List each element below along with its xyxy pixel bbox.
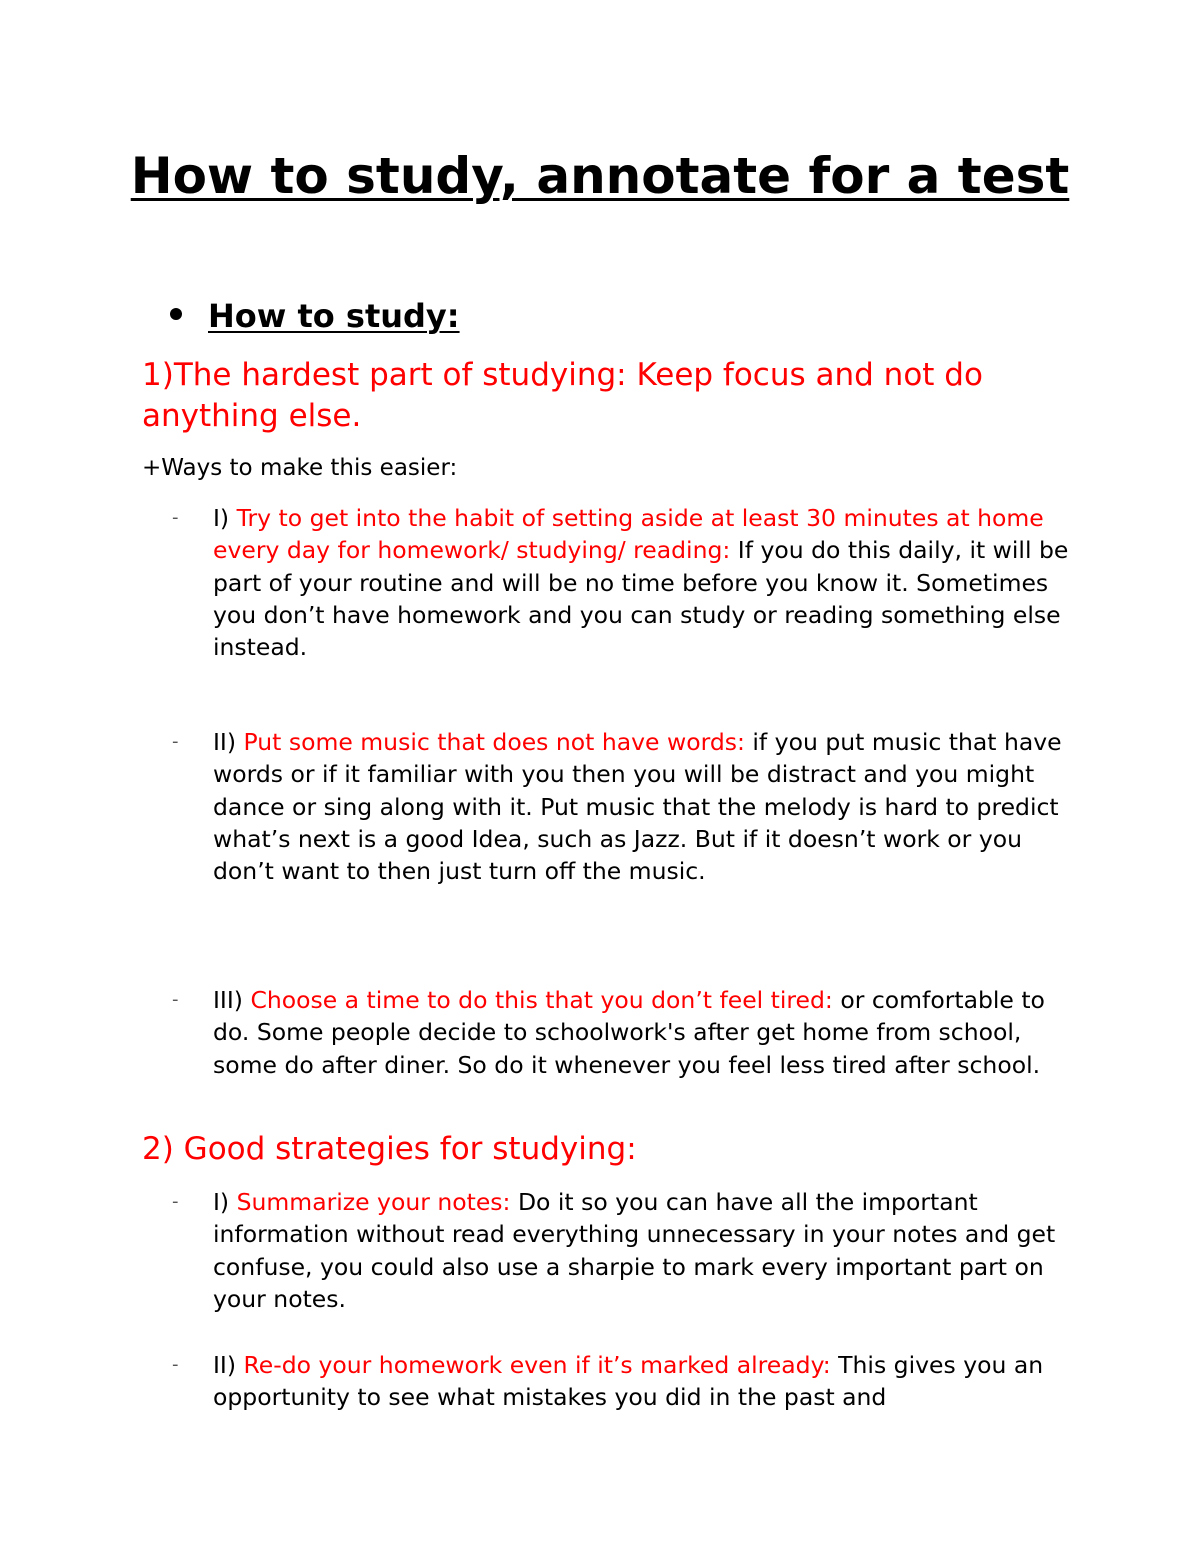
bullet-heading [170,296,460,336]
list-item-body [213,1186,1072,1315]
ways-label: +Ways to make this easier: [142,455,458,481]
item-text: If you do this daily, it will be part of your routine and will be no time before you know it. Sometimes you don’t have homework and you can study or reading something else instead. [213,536,1069,662]
dash-marker: - [172,1354,179,1375]
item-highlight: Try to get into the habit of setting aside at least 30 minutes at home every day for homework/ studying/ reading: [213,504,1044,565]
list-item-body [213,726,1072,887]
list-item [172,1186,1072,1315]
dash-marker: - [172,731,179,752]
item-text: This gives you an opportunity to see what mistakes you did in the past and [213,1351,1044,1412]
item-highlight: Put some music that does not have words: [243,728,745,756]
item-highlight: Re-do your homework even if it’s marked already: [243,1351,831,1379]
list-item [172,1349,1072,1414]
item-text: if you put music that have words or if it familiar with you then you will be distract and you might dance or sing along with it. Put music that the melody is hard to predict what’s next is a good Idea, such as Jazz. But if it doesn’t work or you don’t want to then just turn off the music. [213,728,1062,886]
item-text: or comfortable to do. Some people decide to schoolwork's after get home from school, some do after diner. So do it whenever you feel less tired after school. [213,986,1045,1079]
item-marker: I) [213,504,230,532]
list-item [172,726,1072,887]
bullet-heading-text: How to study: [208,297,460,335]
list-item [172,502,1072,663]
dash-marker: - [172,989,179,1010]
dash-marker: - [172,1191,179,1212]
bullet-icon [170,308,182,320]
item-marker: II) [213,1351,237,1379]
document-title: How to study, annotate for a test [130,147,1070,205]
list-item-body [213,1349,1072,1414]
item-marker: III) [213,986,243,1014]
item-marker: I) [213,1188,230,1216]
item-highlight: Choose a time to do this that you don’t feel tired: [250,986,833,1014]
section2-heading: 2) Good strategies for studying: [142,1131,637,1167]
list-item-body [213,984,1072,1081]
list-item-body [213,502,1072,663]
dash-marker: - [172,507,179,528]
section1-heading: 1)The hardest part of studying: Keep focus and not do anything else. [142,357,983,434]
list-item [172,984,1072,1081]
item-marker: II) [213,728,237,756]
item-text: Do it so you can have all the important information without read everything unnecessary in your notes and get confuse, you could also use a sharpie to mark every important part on your notes. [213,1188,1056,1313]
item-highlight: Summarize your notes: [236,1188,511,1216]
